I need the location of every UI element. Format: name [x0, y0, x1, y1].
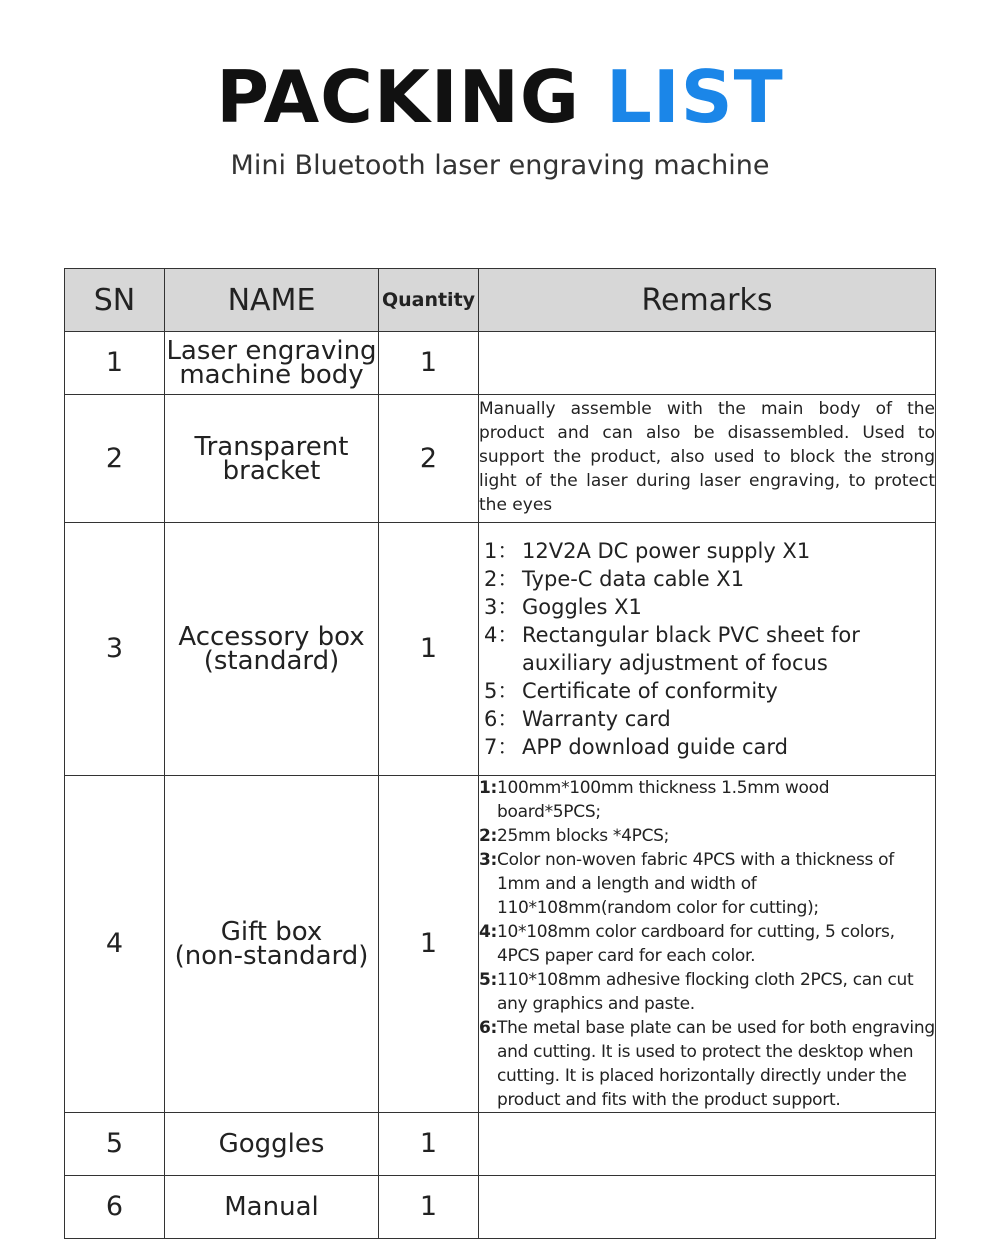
item-number: 4: [479, 922, 498, 942]
accessory-list [479, 537, 935, 761]
list-item [484, 621, 935, 677]
item-number: 4： [484, 623, 519, 647]
list-item [484, 593, 935, 621]
item-number: 1： [484, 539, 519, 563]
cell-sn: 3 [65, 523, 165, 776]
cell-quantity: 2 [379, 395, 479, 523]
cell-name [165, 776, 379, 1113]
list-item [479, 1016, 935, 1112]
cell-remarks [479, 1113, 936, 1176]
name-line: (standard) [203, 646, 340, 676]
remarks-text: Manually assemble with the main body of the product and can also be disassembled. Used to support the product, also used to block the strong light of the laser during laser engraving, to protect the eyes [479, 399, 935, 515]
cell-remarks [479, 395, 936, 523]
item-text: Certificate of conformity [522, 679, 778, 703]
cell-remarks [479, 332, 936, 395]
item-text: 12V2A DC power supply X1 [522, 539, 811, 563]
cell-sn: 4 [65, 776, 165, 1113]
gift-box-list [479, 776, 935, 1112]
item-number: 1: [479, 778, 498, 798]
item-text: APP download guide card [522, 735, 788, 759]
name-line: bracket [222, 455, 321, 486]
item-text: 100mm*100mm thickness 1.5mm wood board*5PCS; [497, 778, 830, 822]
cell-quantity: 1 [379, 776, 479, 1113]
column-header-remarks: Remarks [479, 269, 936, 332]
item-text: Color non-woven fabric 4PCS with a thickness of 1mm and a length and width of 110*108mm(random color for cutting); [497, 850, 894, 918]
item-text: Rectangular black PVC sheet for auxiliary adjustment of focus [522, 623, 860, 675]
cell-sn: 2 [65, 395, 165, 523]
packing-list-table [64, 268, 936, 1239]
item-number: 2： [484, 567, 519, 591]
item-number: 5： [484, 679, 519, 703]
table-row [65, 776, 936, 1113]
cell-remarks [479, 776, 936, 1113]
list-item [479, 776, 935, 824]
table-row [65, 332, 936, 395]
table-row [65, 523, 936, 776]
item-number: 2: [479, 826, 498, 846]
item-number: 6: [479, 1018, 498, 1038]
cell-sn: 6 [65, 1176, 165, 1239]
page-subtitle: Mini Bluetooth laser engraving machine [230, 150, 770, 181]
cell-name [165, 1113, 379, 1176]
item-text: Type-C data cable X1 [522, 567, 745, 591]
list-item [479, 848, 935, 920]
list-item [484, 565, 935, 593]
column-header-quantity: Quantity [379, 269, 479, 332]
name-line: machine body [179, 360, 364, 390]
cell-remarks [479, 1176, 936, 1239]
item-text: Goggles X1 [522, 595, 642, 619]
name-line: Laser engraving [166, 336, 377, 366]
list-item [479, 920, 935, 968]
item-number: 3: [479, 850, 498, 870]
cell-sn: 5 [65, 1113, 165, 1176]
cell-name [165, 332, 379, 395]
list-item [484, 733, 935, 761]
list-item [484, 677, 935, 705]
cell-quantity: 1 [379, 332, 479, 395]
title-accent: LIST [606, 55, 784, 139]
cell-quantity: 1 [379, 523, 479, 776]
table-header-row [65, 269, 936, 332]
page-title [0, 52, 1000, 142]
table-row [65, 395, 936, 523]
title-main: PACKING [216, 55, 580, 139]
cell-remarks [479, 523, 936, 776]
item-text: Warranty card [522, 707, 671, 731]
list-item [484, 705, 935, 733]
item-text: 25mm blocks *4PCS; [497, 826, 670, 846]
item-text: 110*108mm adhesive flocking cloth 2PCS, can cut any graphics and paste. [497, 970, 914, 1014]
table-row [65, 1113, 936, 1176]
item-number: 5: [479, 970, 498, 990]
name-line: Manual [224, 1192, 319, 1222]
name-line: (non-standard) [174, 941, 369, 971]
cell-name [165, 1176, 379, 1239]
list-item [484, 537, 935, 565]
item-number: 6： [484, 707, 519, 731]
column-header-name: NAME [165, 269, 379, 332]
cell-name [165, 523, 379, 776]
table-row [65, 1176, 936, 1239]
item-number: 7： [484, 735, 519, 759]
item-number: 3： [484, 595, 519, 619]
cell-sn: 1 [65, 332, 165, 395]
name-line: Transparent [194, 431, 349, 462]
cell-name [165, 395, 379, 523]
name-line: Accessory box [178, 622, 365, 652]
cell-quantity: 1 [379, 1176, 479, 1239]
list-item [479, 968, 935, 1016]
name-line: Gift box [220, 917, 323, 947]
name-line: Goggles [218, 1129, 325, 1159]
cell-quantity: 1 [379, 1113, 479, 1176]
item-text: The metal base plate can be used for both engraving and cutting. It is used to protect the desktop when cutting. It is placed horizontally directly under the product and fits with the product support. [497, 1018, 935, 1110]
column-header-sn: SN [65, 269, 165, 332]
list-item [479, 824, 935, 848]
item-text: 10*108mm color cardboard for cutting, 5 colors, 4PCS paper card for each color. [497, 922, 895, 966]
